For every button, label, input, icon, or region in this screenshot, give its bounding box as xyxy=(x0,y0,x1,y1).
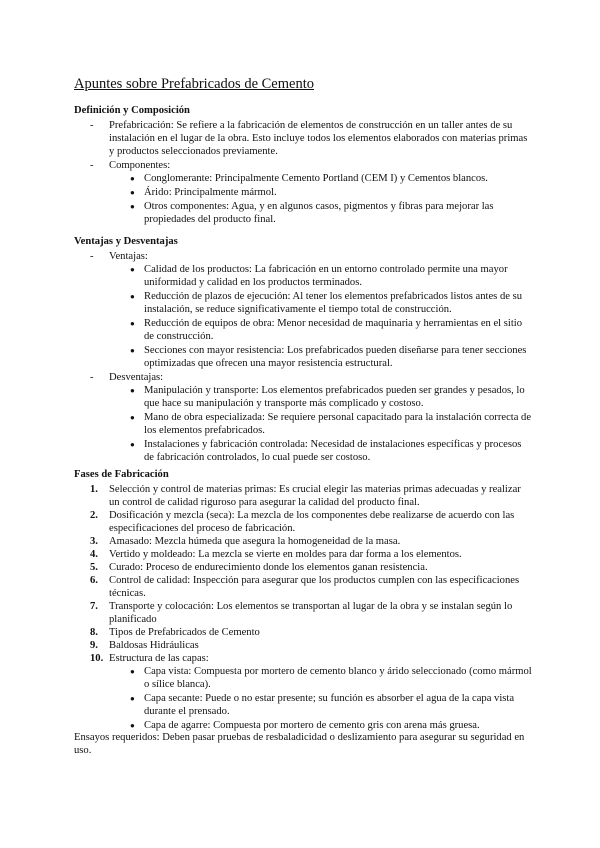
item-text: Componentes: xyxy=(109,160,171,171)
capas-list xyxy=(109,665,534,732)
item-text: Estructura de las capas: xyxy=(109,653,209,664)
list-item xyxy=(74,119,534,158)
section-ventajas xyxy=(74,235,534,465)
list-item xyxy=(74,548,534,561)
heading-definicion: Definición y Composición xyxy=(74,105,190,116)
item-text: Control de calidad: Inspección para asegurar que los productos cumplen con las especificaciones técnicas. xyxy=(109,575,520,599)
list-item xyxy=(109,263,534,289)
list-item xyxy=(74,600,534,626)
definicion-list xyxy=(74,119,534,226)
item-text: Capa de agarre: Compuesta por mortero de cemento gris con arena más gruesa. xyxy=(144,720,480,731)
item-text: Transporte y colocación: Los elementos se transportan al lugar de la obra y se instalan según lo planificado xyxy=(109,601,513,625)
item-text: Mano de obra especializada: Se requiere personal capacitado para la instalación correcta de los elementos prefabricados. xyxy=(144,412,532,436)
list-item xyxy=(109,186,534,199)
ventajas-list xyxy=(109,263,534,370)
item-text: Capa secante: Puede o no estar presente; su función es absorber el agua de la capa vista durante el prensado. xyxy=(144,693,515,717)
list-item xyxy=(74,371,534,464)
page-title: Apuntes sobre Prefabricados de Cemento xyxy=(74,76,314,92)
item-text: Capa vista: Compuesta por mortero de cemento blanco y árido seleccionado (como mármol o sílice blanca). xyxy=(144,666,532,690)
item-text: Conglomerante: Principalmente Cemento Portland (CEM I) y Cementos blancos. xyxy=(144,173,488,184)
item-text: Desventajas: xyxy=(109,372,164,383)
list-item xyxy=(109,411,534,437)
item-text: Prefabricación: Se refiere a la fabricación de elementos de construcción en un taller antes de su instalación en el lugar de la obra. Esto incluye todos los elementos elaborados con materias primas y productos seleccionados previamente. xyxy=(109,120,528,157)
list-item xyxy=(74,574,534,600)
item-number: 7. xyxy=(90,601,98,612)
item-text: Tipos de Prefabricados de Cemento xyxy=(109,627,260,638)
item-text: Ventajas: xyxy=(109,251,148,262)
section-definicion xyxy=(74,104,534,227)
item-text: Secciones con mayor resistencia: Los prefabricados pueden diseñarse para tener secciones optimizadas que ofrecen una mayor resistencia estructural. xyxy=(144,345,527,369)
section-fases xyxy=(74,468,534,733)
list-item xyxy=(109,665,534,691)
item-text: Vertido y moldeado: La mezcla se vierte en moldes para dar forma a los elementos. xyxy=(109,549,462,560)
heading-fases: Fases de Fabricación xyxy=(74,469,169,480)
ensayos-paragraph: Ensayos requeridos: Deben pasar pruebas de resbaladicidad o deslizamiento para asegurar su seguridad en uso. xyxy=(74,732,525,756)
item-text: Manipulación y transporte: Los elementos prefabricados pueden ser grandes y pesados, lo que hace su manipulación y transporte más complicado y costoso. xyxy=(144,385,525,409)
componentes-list xyxy=(109,172,534,226)
item-number: 1. xyxy=(90,484,98,495)
list-item xyxy=(109,290,534,316)
fases-list xyxy=(74,483,534,732)
list-item xyxy=(74,639,534,652)
item-text: Árido: Principalmente mármol. xyxy=(144,187,277,198)
item-number: 9. xyxy=(90,640,98,651)
list-item xyxy=(109,317,534,343)
item-text: Reducción de plazos de ejecución: Al tener los elementos prefabricados listos antes de su instalación, se reduce significativamente el tiempo total de construcción. xyxy=(144,291,523,315)
item-number: 5. xyxy=(90,562,98,573)
item-number: 2. xyxy=(90,510,98,521)
list-item xyxy=(74,626,534,639)
list-item xyxy=(109,438,534,464)
item-text: Instalaciones y fabricación controlada: Necesidad de instalaciones específicas y procesos de fabricación controlados, lo cual puede ser costoso. xyxy=(144,439,522,463)
item-text: Amasado: Mezcla húmeda que asegura la homogeneidad de la masa. xyxy=(109,536,401,547)
heading-ventajas: Ventajas y Desventajas xyxy=(74,236,178,247)
item-text: Dosificación y mezcla (seca): La mezcla de los componentes debe realizarse de acuerdo con las especificaciones del proceso de fabricación. xyxy=(109,510,515,534)
item-number: 8. xyxy=(90,627,98,638)
list-item xyxy=(74,561,534,574)
desventajas-list xyxy=(109,384,534,464)
item-number: 3. xyxy=(90,536,98,547)
item-text: Reducción de equipos de obra: Menor necesidad de maquinaria y herramientas en el sitio de construcción. xyxy=(144,318,523,342)
list-item xyxy=(74,159,534,226)
item-text: Otros componentes: Agua, y en algunos casos, pigmentos y fibras para mejorar las propiedades del producto final. xyxy=(144,201,494,225)
list-item xyxy=(74,535,534,548)
ventajas-groups xyxy=(74,250,534,464)
list-item xyxy=(74,652,534,732)
item-text: Baldosas Hidráulicas xyxy=(109,640,199,651)
item-text: Curado: Proceso de endurecimiento donde los elementos ganan resistencia. xyxy=(109,562,428,573)
list-item xyxy=(109,384,534,410)
list-item xyxy=(109,172,534,185)
list-item xyxy=(109,200,534,226)
list-item xyxy=(74,509,534,535)
item-text: Calidad de los productos: La fabricación en un entorno controlado permite una mayor uniformidad y calidad en los productos terminados. xyxy=(144,264,508,288)
item-number: 10. xyxy=(90,653,104,664)
item-number: 6. xyxy=(90,575,98,586)
item-text: Selección y control de materias primas: Es crucial elegir las materias primas adecuadas y realizar un control de calidad riguroso para asegurar la calidad del producto final. xyxy=(109,484,521,508)
list-item xyxy=(109,344,534,370)
list-item xyxy=(74,483,534,509)
list-item xyxy=(74,250,534,370)
item-number: 4. xyxy=(90,549,98,560)
list-item xyxy=(109,692,534,718)
